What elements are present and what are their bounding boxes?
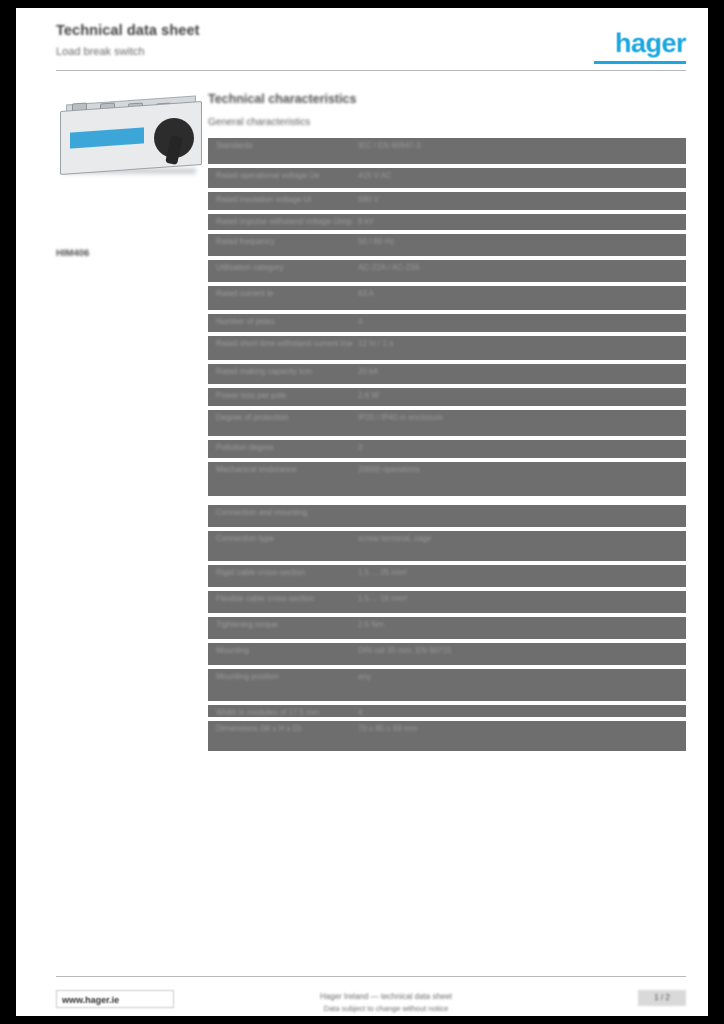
table-row <box>208 168 686 188</box>
footer-note <box>316 992 456 1013</box>
table-row <box>208 388 686 406</box>
row-label: Degree of protection <box>216 413 289 422</box>
table-row <box>208 440 686 458</box>
row-label: Rated frequency <box>216 237 275 246</box>
row-label: Mounting position <box>216 672 279 681</box>
section-subtitle-characteristics: General characteristics <box>208 117 311 128</box>
row-value: 50 / 60 Hz <box>358 237 395 246</box>
table-row <box>208 669 686 701</box>
table-row <box>208 617 686 639</box>
document-content <box>208 92 686 751</box>
row-value: 3 <box>358 443 363 452</box>
table-row <box>208 234 686 256</box>
footer-note-line2: Data subject to change without notice <box>323 1004 449 1013</box>
row-label: Rated insulation voltage Ui <box>216 195 312 204</box>
page-subtitle: Load break switch <box>56 46 145 58</box>
row-label: Rated making capacity Icm <box>216 367 313 376</box>
table-row <box>208 364 686 384</box>
row-label: Standards <box>216 141 253 150</box>
row-label: Power loss per pole <box>216 391 287 400</box>
table-row <box>208 138 686 164</box>
row-value: any <box>358 672 371 681</box>
table-row <box>208 643 686 665</box>
row-label: Mounting <box>216 646 249 655</box>
table-row <box>208 721 686 751</box>
row-value: IP20 / IP40 in enclosure <box>358 413 443 422</box>
row-label: Rated operational voltage Ue <box>216 171 320 180</box>
table-row <box>208 565 686 587</box>
row-label: Utilisation category <box>216 263 284 272</box>
row-value: 70 x 85 x 69 mm <box>358 724 418 733</box>
spec-table-characteristics <box>208 138 686 496</box>
row-value: DIN rail 35 mm, EN 60715 <box>358 646 452 655</box>
product-image <box>56 92 206 184</box>
table-row-header <box>208 505 686 527</box>
row-value: 20 kA <box>358 367 379 376</box>
row-value: 12 In / 1 s <box>358 339 394 348</box>
row-label: Mechanical endurance <box>216 465 297 474</box>
row-value: 415 V AC <box>358 171 392 180</box>
footer-page-number: 1 / 2 <box>638 990 686 1006</box>
row-value: screw terminal, cage <box>358 534 432 543</box>
table-row <box>208 286 686 310</box>
footer-divider <box>56 976 686 977</box>
row-label: Rated short-time withstand current Icw <box>216 339 353 348</box>
row-label: Rigid cable cross-section <box>216 568 305 577</box>
table-row <box>208 336 686 360</box>
row-value: 690 V <box>358 195 379 204</box>
row-label: Dimensions (W x H x D) <box>216 724 302 733</box>
table-row <box>208 192 686 210</box>
row-value: 2.6 W <box>358 391 379 400</box>
table-row <box>208 214 686 230</box>
row-value: 1.5 ... 25 mm² <box>358 568 408 577</box>
footer-website-link[interactable]: www.hager.ie <box>56 990 174 1008</box>
row-value: 63 A <box>358 289 375 298</box>
row-label: Rated current Ie <box>216 289 274 298</box>
document-header <box>16 8 708 72</box>
row-label: Width in modules of 17.5 mm <box>216 708 320 717</box>
section-title-characteristics: Technical characteristics <box>208 92 357 106</box>
section-title-connection: Connection and mounting <box>216 508 308 517</box>
table-row <box>208 591 686 613</box>
hager-logo-underline <box>594 61 686 64</box>
row-value: 4 <box>358 708 363 717</box>
document-page <box>16 8 708 1016</box>
row-label: Flexible cable cross-section <box>216 594 315 603</box>
row-value: IEC / EN 60947-3 <box>358 141 421 150</box>
row-value: 8 kV <box>358 217 375 226</box>
table-row <box>208 260 686 282</box>
table-row <box>208 462 686 496</box>
row-label: Tightening torque <box>216 620 278 629</box>
row-label: Connection type <box>216 534 274 543</box>
row-label: Number of poles <box>216 317 275 326</box>
row-value: AC-22A / AC-23A <box>358 263 420 272</box>
product-reference-code: HIM406 <box>56 248 90 259</box>
row-value: 4 <box>358 317 363 326</box>
row-value: 1.5 ... 16 mm² <box>358 594 408 603</box>
section-gap <box>208 496 686 505</box>
spec-table-connection <box>208 505 686 751</box>
row-value: 2.5 Nm <box>358 620 384 629</box>
table-row <box>208 531 686 561</box>
table-row <box>208 410 686 436</box>
hager-logo: hager <box>614 28 686 58</box>
row-value: 20000 operations <box>358 465 420 474</box>
table-row <box>208 705 686 717</box>
row-label: Rated impulse withstand voltage Uimp <box>216 217 353 226</box>
page-title: Technical data sheet <box>56 23 200 39</box>
table-row <box>208 314 686 332</box>
row-label: Pollution degree <box>216 443 274 452</box>
footer-note-line1: Hager Ireland — technical data sheet <box>319 992 453 1001</box>
header-divider <box>56 70 686 71</box>
